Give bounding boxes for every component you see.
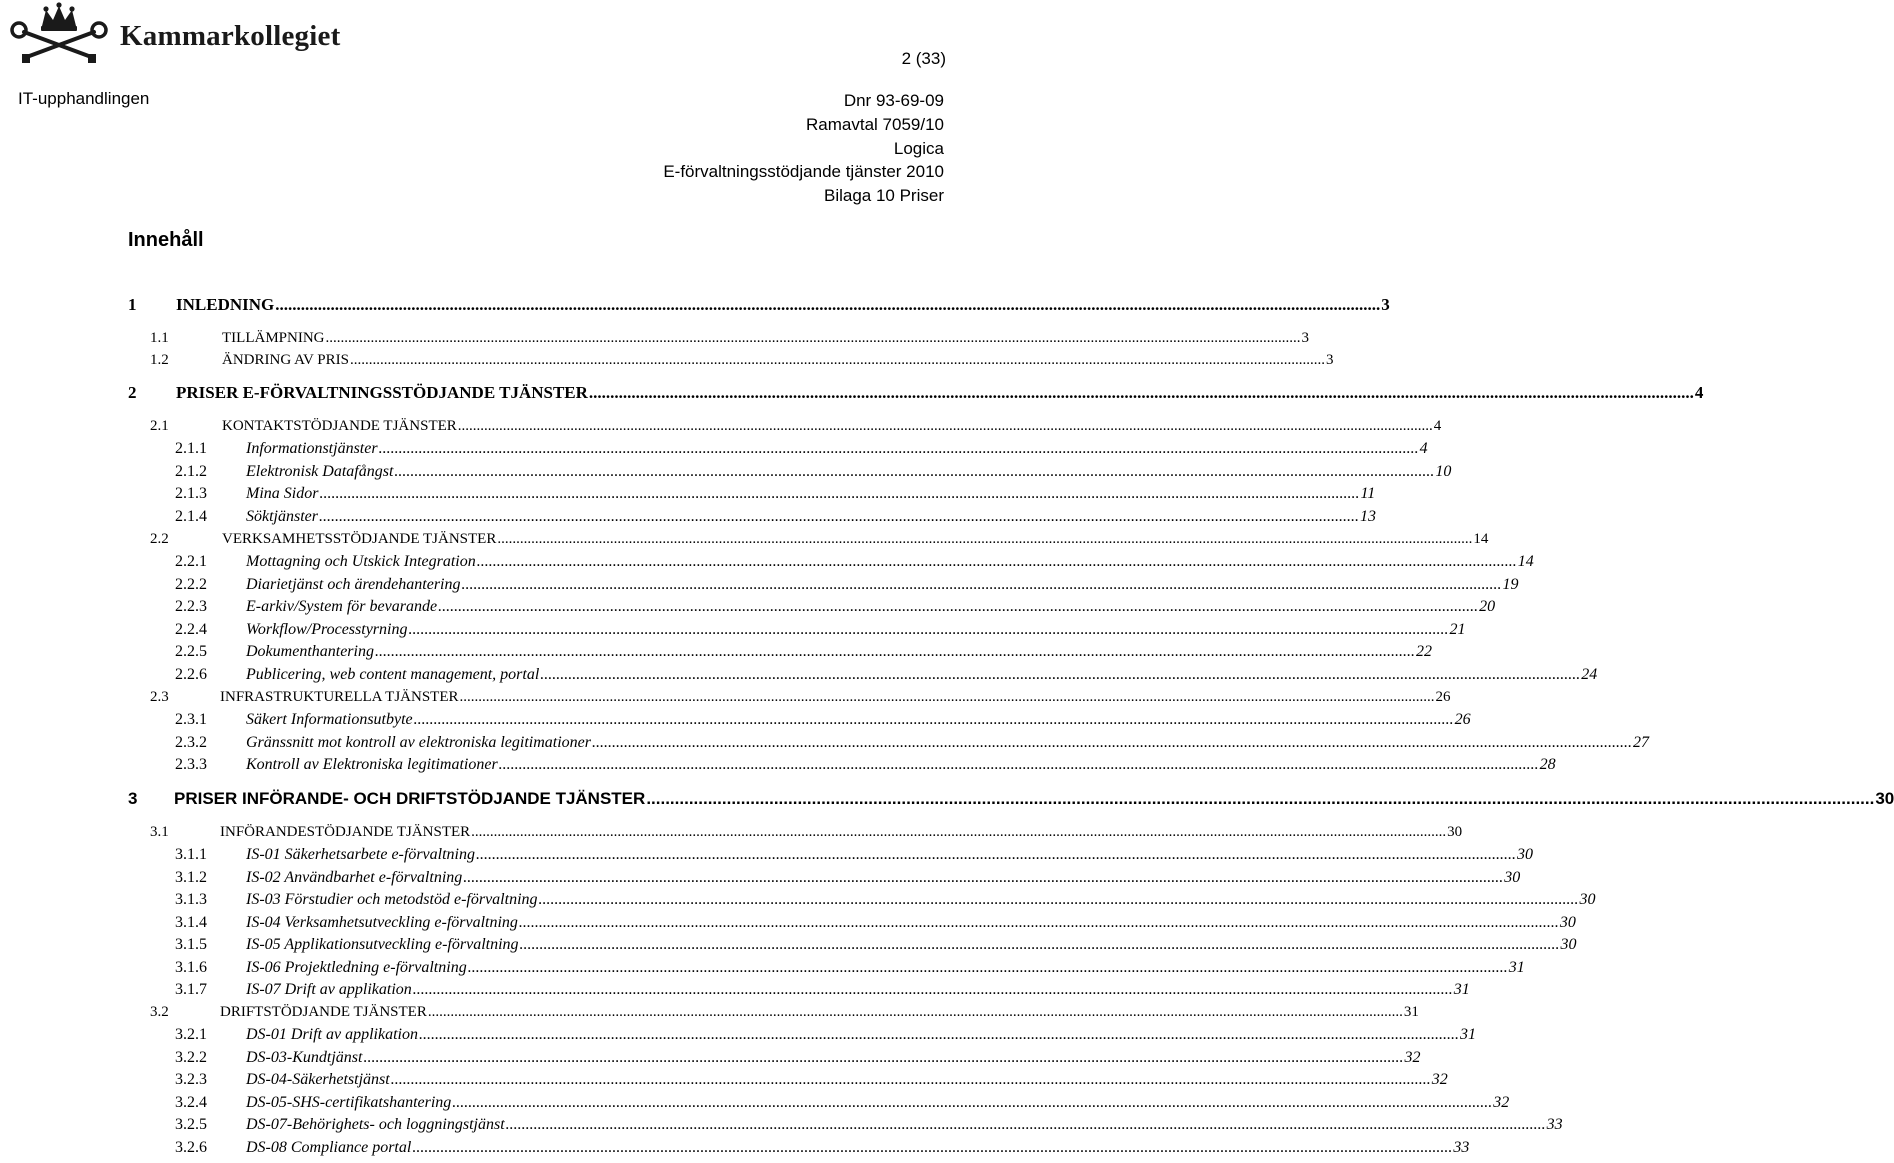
toc-entry[interactable] — [175, 463, 1452, 481]
toc-dot-leader: .................................................................................................................................................................................................................................................................... — [646, 789, 1875, 808]
toc-entry[interactable] — [175, 643, 1432, 661]
toc-dot-leader: .................................................................................................................................................................................................................................................................... — [505, 1116, 1546, 1133]
toc-dot-leader: .................................................................................................................................................................................................................................................................... — [540, 666, 1581, 683]
toc-entry-title: IS-01 Säkerhetsarbete e-förvaltning — [246, 846, 475, 863]
toc-dot-leader: .................................................................................................................................................................................................................................................................... — [427, 1004, 1403, 1020]
toc-dot-leader: .................................................................................................................................................................................................................................................................... — [413, 711, 1454, 728]
toc-entry[interactable] — [175, 1139, 1470, 1157]
toc-entry-title: INFRASTRUKTURELLA TJÄNSTER — [220, 689, 459, 705]
appendix-name: Bilaga 10 Priser — [823, 186, 944, 206]
toc-entry-number: 3.1.1 — [175, 846, 207, 863]
toc-entry[interactable] — [150, 330, 1309, 347]
toc-entry-title: DS-08 Compliance portal — [246, 1139, 412, 1156]
toc-entry-page: 4 — [1433, 418, 1442, 434]
toc-entry-title: DS-07-Behörighets- och loggningstjänst — [246, 1116, 505, 1133]
toc-dot-leader: .................................................................................................................................................................................................................................................................... — [325, 330, 1301, 346]
toc-entry[interactable] — [175, 485, 1376, 503]
contents-heading: Innehåll — [128, 229, 204, 251]
toc-entry-number: 1.2 — [150, 352, 169, 368]
toc-entry[interactable] — [175, 869, 1521, 887]
toc-entry-number: 3.2.5 — [175, 1116, 207, 1133]
toc-dot-leader: .................................................................................................................................................................................................................................................................... — [538, 891, 1579, 908]
toc-dot-leader: .................................................................................................................................................................................................................................................................... — [378, 440, 1419, 457]
toc-entry-page: 32 — [1404, 1049, 1421, 1066]
toc-entry[interactable] — [175, 936, 1577, 954]
toc-entry-title: DS-04-Säkerhetstjänst — [246, 1071, 390, 1088]
toc-entry-page: 14 — [1473, 531, 1489, 547]
toc-entry-title: Informationstjänster — [246, 440, 378, 457]
toc-entry-number: 3.1.4 — [175, 914, 207, 931]
toc-entry[interactable] — [175, 846, 1533, 864]
toc-entry[interactable] — [175, 576, 1519, 594]
toc-dot-leader: .................................................................................................................................................................................................................................................................... — [459, 689, 1435, 705]
toc-entry-title: IS-04 Verksamhetsutveckling e-förvaltning — [246, 914, 518, 931]
toc-entry-number: 2.3.1 — [175, 711, 207, 728]
toc-entry-page: 31 — [1453, 981, 1470, 998]
toc-entry-page: 19 — [1502, 576, 1519, 593]
toc-entry-title: Workflow/Processtyrning — [246, 621, 408, 638]
toc-entry-number: 3.2.2 — [175, 1049, 207, 1066]
toc-dot-leader: .................................................................................................................................................................................................................................................................... — [412, 1139, 1453, 1156]
toc-entry-title: DRIFTSTÖDJANDE TJÄNSTER — [220, 1004, 427, 1020]
toc-entry-title: Kontroll av Elektroniska legitimationer — [246, 756, 498, 773]
toc-entry[interactable] — [150, 352, 1334, 369]
toc-dot-leader: .................................................................................................................................................................................................................................................................... — [452, 1094, 1493, 1111]
toc-entry-title: Mina Sidor — [246, 485, 319, 502]
toc-dot-leader: .................................................................................................................................................................................................................................................................... — [519, 936, 1560, 953]
toc-entry-page: 4 — [1694, 383, 1704, 402]
toc-entry[interactable] — [175, 756, 1556, 774]
toc-entry-number: 2.2.3 — [175, 598, 207, 615]
toc-dot-leader: .................................................................................................................................................................................................................................................................... — [319, 508, 1359, 525]
toc-entry-number: 2.1.2 — [175, 463, 207, 480]
toc-dot-leader: .................................................................................................................................................................................................................................................................... — [497, 531, 1473, 547]
toc-entry-number: 3.1.6 — [175, 959, 207, 976]
toc-entry-page: 30 — [1447, 824, 1463, 840]
toc-entry-title: Mottagning och Utskick Integration — [246, 553, 476, 570]
toc-entry-page: 30 — [1560, 936, 1577, 953]
supplier-name: Logica — [893, 138, 944, 158]
toc-entry-page: 33 — [1546, 1116, 1563, 1133]
toc-entry-number: 2.1.1 — [175, 440, 207, 457]
toc-dot-leader: .................................................................................................................................................................................................................................................................... — [319, 485, 1360, 502]
toc-entry-page: 26 — [1435, 689, 1451, 705]
toc-entry-number: 2 — [128, 383, 137, 402]
toc-entry-number: 1 — [128, 295, 137, 314]
toc-entry-number: 3.2.3 — [175, 1071, 207, 1088]
toc-entry-page: 30 — [1516, 846, 1533, 863]
toc-entry-number: 2.1 — [150, 418, 169, 434]
toc-dot-leader: .................................................................................................................................................................................................................................................................... — [438, 598, 1479, 615]
toc-entry[interactable] — [175, 1049, 1421, 1067]
toc-entry-page: 24 — [1581, 666, 1598, 683]
toc-entry[interactable] — [175, 1026, 1476, 1044]
toc-entry[interactable] — [175, 1116, 1563, 1134]
toc-entry[interactable] — [150, 531, 1489, 548]
toc-entry-title: IS-03 Förstudier och metodstöd e-förvaltning — [246, 891, 538, 908]
toc-entry-page: 31 — [1459, 1026, 1476, 1043]
toc-dot-leader: .................................................................................................................................................................................................................................................................... — [408, 621, 1449, 638]
toc-entry-number: 2.2.6 — [175, 666, 207, 683]
toc-entry-page: 27 — [1633, 734, 1649, 751]
toc-entry[interactable] — [175, 959, 1525, 977]
toc-entry-title: IS-06 Projektledning e-förvaltning — [246, 959, 467, 976]
toc-entry-title: Elektronisk Datafångst — [246, 463, 394, 480]
toc-entry-title: Diarietjänst och ärendehantering — [246, 576, 461, 593]
toc-entry-number: 2.2.5 — [175, 643, 207, 660]
toc-entry-number: 3.1.7 — [175, 981, 207, 998]
toc-dot-leader: .................................................................................................................................................................................................................................................................... — [475, 846, 1516, 863]
toc-entry-page: 13 — [1360, 508, 1376, 525]
toc-entry[interactable] — [150, 418, 1442, 435]
toc-entry-title: ÄNDRING AV PRIS — [222, 352, 349, 368]
logo-wordmark: Kammarkollegiet — [120, 20, 341, 52]
toc-entry-page: 30 — [1875, 789, 1894, 808]
toc-entry-number: 3.1.2 — [175, 869, 207, 886]
toc-entry-number: 2.1.3 — [175, 485, 207, 502]
toc-dot-leader: .................................................................................................................................................................................................................................................................... — [412, 981, 1453, 998]
toc-entry-page: 26 — [1454, 711, 1471, 728]
toc-dot-leader: .................................................................................................................................................................................................................................................................... — [467, 959, 1508, 976]
toc-entry-number: 2.2.2 — [175, 576, 207, 593]
toc-entry[interactable] — [175, 621, 1466, 639]
toc-entry-page: 32 — [1431, 1071, 1448, 1088]
toc-entry-number: 2.2.4 — [175, 621, 207, 638]
toc-entry-number: 3.2.1 — [175, 1026, 207, 1043]
toc-entry-title: TILLÄMPNING — [222, 330, 325, 346]
toc-entry-number: 3.1.5 — [175, 936, 207, 953]
toc-entry[interactable] — [150, 689, 1451, 706]
procurement-name: IT-upphandlingen — [18, 89, 150, 108]
toc-entry-page: 30 — [1579, 891, 1596, 908]
toc-entry-page: 3 — [1381, 295, 1390, 314]
toc-entry-title: KONTAKTSTÖDJANDE TJÄNSTER — [222, 418, 457, 434]
toc-dot-leader: .................................................................................................................................................................................................................................................................... — [471, 824, 1447, 840]
toc-dot-leader: .................................................................................................................................................................................................................................................................... — [518, 914, 1559, 931]
toc-entry[interactable] — [150, 1004, 1419, 1021]
toc-entry-page: 28 — [1539, 756, 1556, 773]
toc-entry[interactable] — [175, 734, 1649, 752]
toc-entry[interactable] — [175, 508, 1376, 526]
toc-entry-number: 3.2 — [150, 1004, 169, 1020]
toc-entry-page: 3 — [1301, 330, 1309, 346]
toc-entry-page: 30 — [1504, 869, 1521, 886]
toc-entry-page: 11 — [1360, 485, 1376, 502]
toc-entry-title: PRISER INFÖRANDE- OCH DRIFTSTÖDJANDE TJÄNSTER — [174, 789, 646, 808]
toc-entry-title: Söktjänster — [246, 508, 318, 525]
toc-entry-number: 3.1.3 — [175, 891, 207, 908]
toc-dot-leader: .................................................................................................................................................................................................................................................................... — [457, 418, 1433, 434]
toc-entry-title: IS-07 Drift av applikation — [246, 981, 412, 998]
page-number: 2 (33) — [901, 49, 946, 68]
toc-entry-page: 20 — [1479, 598, 1496, 615]
toc-entry-page: 4 — [1419, 440, 1428, 457]
toc-entry[interactable] — [175, 711, 1471, 729]
toc-dot-leader: .................................................................................................................................................................................................................................................................... — [349, 352, 1325, 368]
toc-entry[interactable] — [175, 440, 1428, 458]
toc-entry-title: DS-01 Drift av applikation — [246, 1026, 418, 1043]
toc-dot-leader: .................................................................................................................................................................................................................................................................... — [476, 553, 1517, 570]
toc-entry-number: 2.1.4 — [175, 508, 207, 525]
toc-entry[interactable] — [175, 914, 1576, 932]
toc-entry-page: 10 — [1435, 463, 1452, 480]
toc-entry-page: 3 — [1325, 352, 1334, 368]
toc-entry-title: Publicering, web content management, portal — [246, 666, 540, 683]
toc-entry-page: 22 — [1415, 643, 1432, 660]
toc-entry-title: E-arkiv/System för bevarande — [246, 598, 438, 615]
toc-dot-leader: .................................................................................................................................................................................................................................................................... — [363, 1049, 1404, 1066]
toc-dot-leader: .................................................................................................................................................................................................................................................................... — [418, 1026, 1459, 1043]
toc-entry[interactable] — [128, 383, 1704, 403]
toc-dot-leader: .................................................................................................................................................................................................................................................................... — [390, 1071, 1431, 1088]
toc-entry[interactable] — [175, 1094, 1510, 1112]
toc-dot-leader: .................................................................................................................................................................................................................................................................... — [394, 463, 1435, 480]
toc-entry-number: 3 — [128, 789, 138, 808]
toc-dot-leader: .................................................................................................................................................................................................................................................................... — [461, 576, 1502, 593]
toc-entry-title: DS-03-Kundtjänst — [246, 1049, 363, 1066]
toc-entry-number: 3.2.4 — [175, 1094, 207, 1111]
toc-entry-number: 2.3.2 — [175, 734, 207, 751]
toc-entry-title: Gränssnitt mot kontroll av elektroniska legitimationer — [246, 734, 591, 751]
toc-entry-number: 2.3 — [150, 689, 169, 705]
agreement-area: E-förvaltningsstödjande tjänster 2010 — [663, 162, 944, 182]
toc-entry-title: PRISER E-FÖRVALTNINGSSTÖDJANDE TJÄNSTER — [176, 383, 588, 402]
toc-entry[interactable] — [175, 598, 1496, 616]
toc-dot-leader: .................................................................................................................................................................................................................................................................... — [374, 643, 1415, 660]
toc-dot-leader: .................................................................................................................................................................................................................................................................... — [463, 869, 1504, 886]
toc-entry[interactable] — [128, 789, 1894, 809]
toc-dot-leader: .................................................................................................................................................................................................................................................................... — [498, 756, 1539, 773]
toc-entry-number: 3.1 — [150, 824, 169, 840]
toc-entry-number: 1.1 — [150, 330, 169, 346]
toc-entry[interactable] — [175, 666, 1598, 684]
toc-entry-title: Dokumenthantering — [246, 643, 374, 660]
toc-dot-leader: .................................................................................................................................................................................................................................................................... — [592, 734, 1632, 751]
toc-entry[interactable] — [175, 891, 1596, 909]
toc-entry-page: 14 — [1517, 553, 1534, 570]
toc-entry-title: IS-02 Användbarhet e-förvaltning — [246, 869, 463, 886]
toc-entry-title: IS-05 Applikationsutveckling e-förvaltning — [246, 936, 519, 953]
toc-entry-number: 3.2.6 — [175, 1139, 207, 1156]
toc-entry-title: Säkert Informationsutbyte — [246, 711, 413, 728]
toc-entry-title: INLEDNING — [176, 295, 275, 314]
toc-dot-leader: .................................................................................................................................................................................................................................................................... — [588, 383, 1694, 402]
toc-entry-number: 2.3.3 — [175, 756, 207, 773]
toc-entry-page: 31 — [1508, 959, 1525, 976]
framework-agreement: Ramavtal 7059/10 — [806, 114, 944, 134]
toc-entry-page: 33 — [1453, 1139, 1470, 1156]
toc-entry-title: DS-05-SHS-certifikatshantering — [246, 1094, 452, 1111]
toc-entry-page: 31 — [1403, 1004, 1419, 1020]
toc-entry-page: 32 — [1493, 1094, 1510, 1111]
toc-entry-title: INFÖRANDESTÖDJANDE TJÄNSTER — [220, 824, 471, 840]
registration-number: Dnr 93-69-09 — [843, 91, 944, 110]
toc-entry[interactable] — [175, 553, 1534, 571]
toc-entry[interactable] — [175, 981, 1470, 999]
toc-entry[interactable] — [128, 295, 1390, 315]
toc-entry-number: 2.2.1 — [175, 553, 207, 570]
toc-entry[interactable] — [150, 824, 1463, 841]
toc-entry[interactable] — [175, 1071, 1448, 1089]
toc-entry-page: 30 — [1559, 914, 1576, 931]
toc-entry-number: 2.2 — [150, 531, 169, 547]
toc-dot-leader: .................................................................................................................................................................................................................................................................... — [275, 295, 1381, 314]
toc-entry-page: 21 — [1449, 621, 1466, 638]
toc-entry-title: VERKSAMHETSSTÖDJANDE TJÄNSTER — [222, 531, 497, 547]
